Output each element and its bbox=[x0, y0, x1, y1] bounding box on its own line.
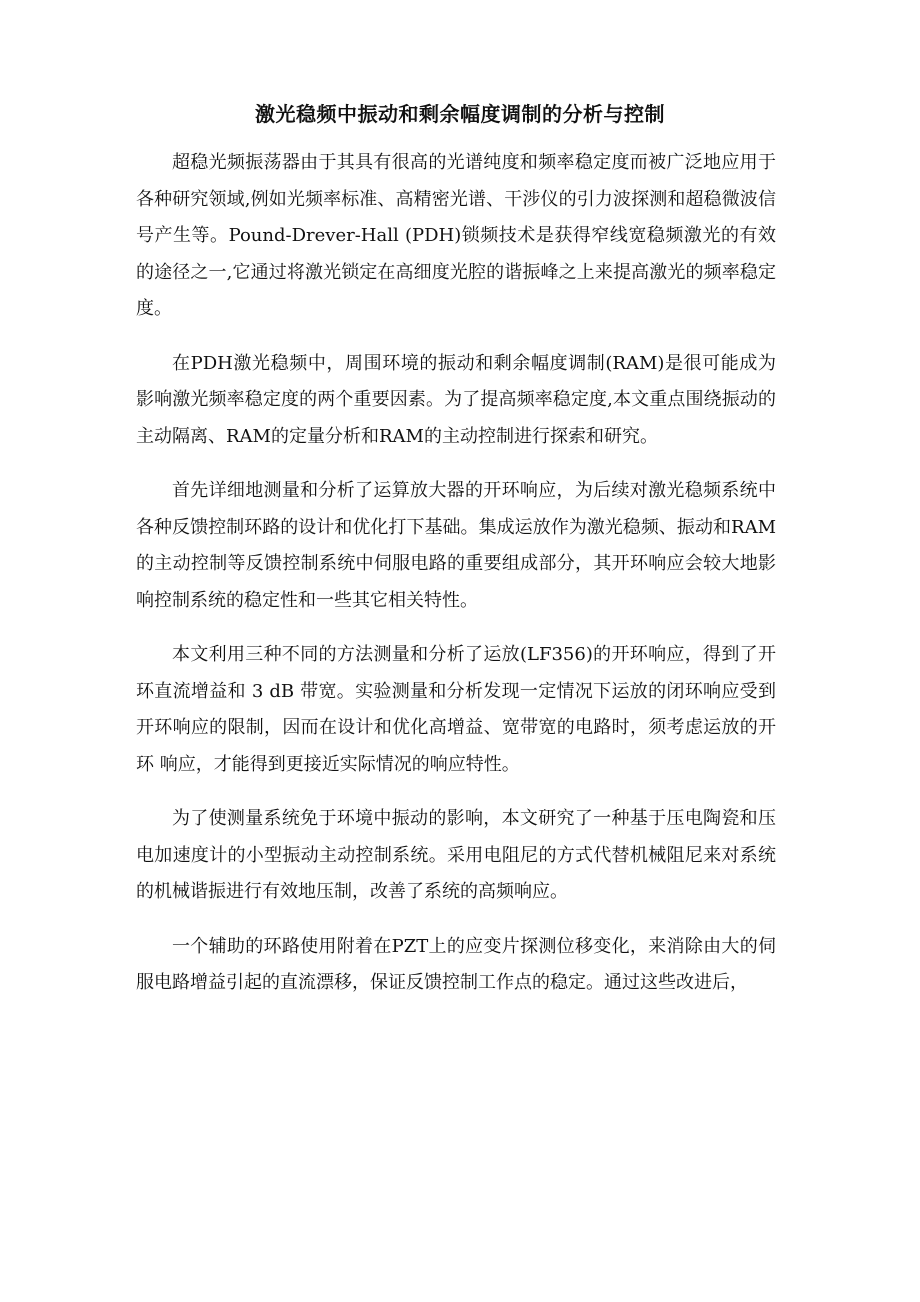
paragraph-intro: 超稳光频振荡器由于其具有很高的光谱纯度和频率稳定度而被广泛地应用于各种研究领域,例如光频率标准、高精密光谱、干涉仪的引力波探测和超稳微波信号产生等。Pound-Drever-Hall (PDH)锁频技术是获得窄线宽稳频激光的有效的途径之一,它通过将激光锁定在高细度光腔的谐振峰之上来提高激光的频率稳定度。 bbox=[136, 152, 776, 319]
paragraph-op-amp-response: 首先详细地测量和分析了运算放大器的开环响应，为后续对激光稳频系统中 各种反馈控制环路的设计和优化打下基础。集成运放作为激光稳频、振动和RAM 的主动控制等反馈控制系统中伺服电路的重要组成部分，其开环响应会较大地影 响控制系统的稳定性和一些其它相关特性。 bbox=[136, 480, 776, 611]
document-body bbox=[136, 145, 776, 1020]
document-title: 激光稳频中振动和剩余幅度调制的分析与控制 bbox=[255, 102, 665, 126]
paragraph-auxiliary-loop: 一个辅助的环路使用附着在PZT上的应变片探测位移变化，来消除由大的伺服电路增益引起的直流漂移，保证反馈控制工作点的稳定。通过这些改进后， bbox=[136, 935, 776, 993]
paragraph-pdh-factors: 在PDH激光稳频中，周围环境的振动和剩余幅度调制(RAM)是很可能成为影响激光频率稳定度的两个重要因素。为了提高频率稳定度,本文重点围绕振动的主动隔离、RAM的定量分析和RAM的主动控制进行探索和研究。 bbox=[136, 352, 776, 447]
paragraph-lf356-measurement: 本文利用三种不同的方法测量和分析了运放(LF356)的开环响应，得到了开环直流增益和 3 dB 带宽。实验测量和分析发现一定情况下运放的闭环响应受到 开环响应的限制，因而在设计和优化高增益、宽带宽的电路时，须考虑运放的开环 响应，才能得到更接近实际情况的响应特性。 bbox=[136, 644, 776, 775]
paragraph-vibration-control: 为了使测量系统免于环境中振动的影响，本文研究了一种基于压电陶瓷和压 电加速度计的小型振动主动控制系统。采用电阻尼的方式代替机械阻尼来对系统 的机械谐振进行有效地压制，改善了系统的高频响应。 bbox=[136, 808, 776, 902]
